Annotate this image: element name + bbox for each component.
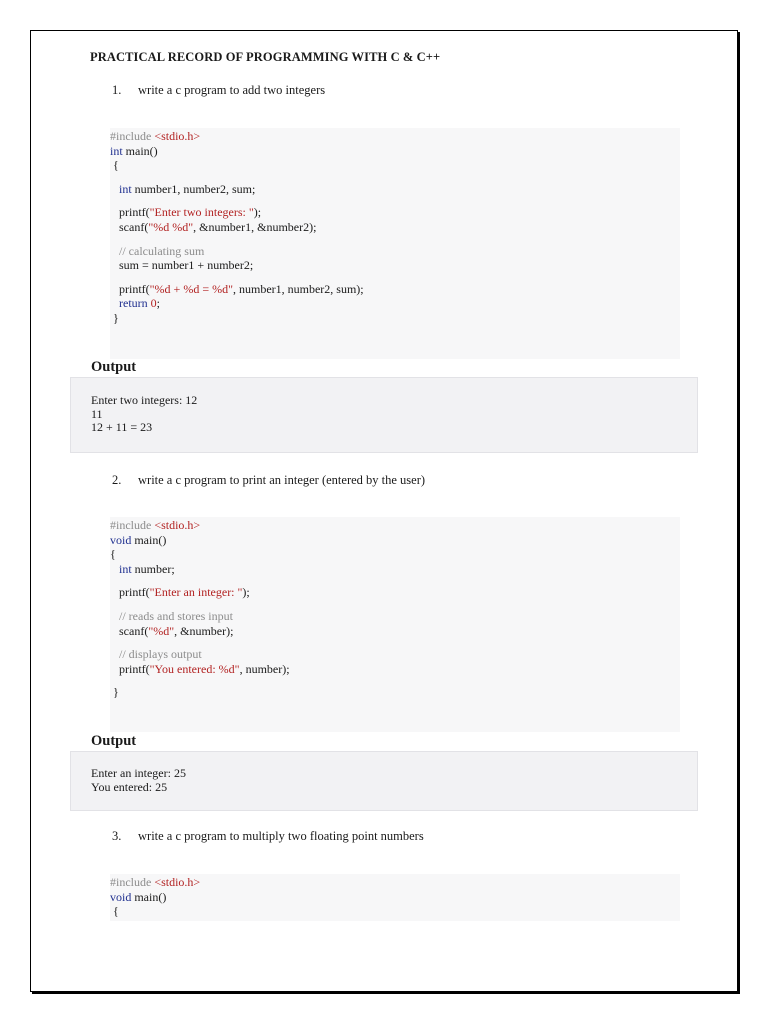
code-line (110, 220, 680, 235)
question-2 (112, 473, 425, 488)
code-token: return (119, 296, 148, 311)
code-line (110, 311, 680, 326)
document-title: PRACTICAL RECORD OF PROGRAMMING WITH C & C++ (90, 50, 441, 64)
code-blank-line (110, 576, 680, 585)
code-token: printf( (110, 661, 150, 676)
code-token: , &number); (174, 623, 234, 638)
code-token: void (110, 532, 132, 547)
code-token: main() (131, 889, 167, 904)
code-token: ; (156, 296, 160, 311)
code-token: "%d" (148, 623, 175, 638)
code-token: printf( (110, 585, 150, 600)
output-box-2 (70, 751, 698, 811)
code-token: #include (110, 875, 155, 889)
question-number: 2. (112, 473, 122, 487)
code-token: } (110, 685, 119, 700)
code-line (110, 296, 680, 311)
code-token: "%d + %d = %d" (149, 281, 233, 296)
code-blank-line (110, 196, 680, 205)
code-token: ); (242, 585, 250, 600)
code-token: int (119, 561, 132, 576)
code-line (110, 282, 680, 297)
code-token (110, 296, 119, 310)
code-token: } (110, 310, 119, 325)
code-blank-line (110, 273, 680, 282)
code-token: int (110, 143, 123, 158)
code-token: <stdio.h> (154, 518, 201, 532)
question-number: 1. (112, 83, 122, 97)
code-token: // displays output (110, 647, 202, 662)
output-line: Enter an integer: 25 (91, 766, 186, 780)
output-line: You entered: 25 (91, 779, 168, 794)
code-token: "Enter two integers: " (149, 205, 254, 220)
output-label-2: Output (91, 733, 137, 749)
code-line (110, 244, 680, 259)
question-text: write a c program to multiply two floating point numbers (138, 829, 424, 843)
output-label-1: Output (91, 359, 137, 375)
code-token: // reads and stores input (110, 608, 233, 623)
code-line (110, 890, 680, 905)
code-line (110, 562, 680, 577)
code-token: printf( (110, 281, 150, 296)
code-token: { (110, 158, 119, 173)
code-token: <stdio.h> (154, 875, 201, 889)
code-token (110, 562, 119, 576)
code-token: main() (131, 532, 167, 547)
code-token: , number1, number2, sum); (232, 281, 364, 296)
code-blank-line (110, 676, 680, 685)
code-token: <stdio.h> (154, 129, 201, 143)
code-token: #include (110, 129, 155, 143)
code-token: "Enter an integer: " (149, 585, 243, 600)
code-block-3 (110, 874, 680, 921)
code-line (110, 585, 680, 600)
question-text: write a c program to add two integers (138, 83, 326, 97)
code-blank-line (110, 638, 680, 647)
code-token: "%d %d" (148, 219, 194, 234)
code-blank-line (110, 235, 680, 244)
code-line (110, 205, 680, 220)
code-line (110, 904, 680, 919)
code-token (110, 182, 119, 196)
code-token: main() (122, 143, 158, 158)
code-token: , &number1, &number2); (193, 219, 317, 234)
code-token: #include (110, 518, 155, 532)
code-token: number; (131, 561, 175, 576)
code-line (110, 685, 680, 700)
code-line (110, 258, 680, 273)
code-block-1 (110, 128, 680, 359)
code-line (110, 662, 680, 677)
code-token: sum = number1 + number2; (110, 258, 254, 273)
code-token: printf( (110, 205, 150, 220)
code-token: void (110, 889, 132, 904)
code-token: , number); (239, 661, 290, 676)
code-token: { (110, 904, 119, 919)
code-line (110, 144, 680, 159)
output-box-1 (70, 377, 698, 453)
code-line (110, 158, 680, 173)
code-token: 0 (150, 296, 157, 311)
code-token: // calculating sum (110, 243, 205, 258)
code-token: scanf( (110, 623, 149, 638)
code-line (110, 624, 680, 639)
code-blank-line (110, 600, 680, 609)
question-1 (112, 83, 325, 98)
code-token: { (110, 547, 116, 562)
code-line (110, 547, 680, 562)
code-line (110, 875, 680, 890)
code-line (110, 609, 680, 624)
code-line (110, 129, 680, 144)
question-number: 3. (112, 829, 122, 843)
code-blank-line (110, 173, 680, 182)
code-block-2 (110, 517, 680, 732)
code-line (110, 518, 680, 533)
question-3 (112, 829, 424, 844)
code-token: number1, number2, sum; (131, 181, 256, 196)
question-text: write a c program to print an integer (entered by the user) (138, 473, 426, 487)
output-line: 11 (91, 406, 103, 421)
output-line: Enter two integers: 12 (91, 393, 198, 407)
code-token: "You entered: %d" (149, 661, 240, 676)
code-line (110, 533, 680, 548)
code-token: scanf( (110, 219, 149, 234)
code-token: int (119, 181, 132, 196)
code-line (110, 647, 680, 662)
code-line (110, 182, 680, 197)
code-token: ); (253, 205, 262, 220)
output-line: 12 + 11 = 23 (91, 420, 153, 435)
